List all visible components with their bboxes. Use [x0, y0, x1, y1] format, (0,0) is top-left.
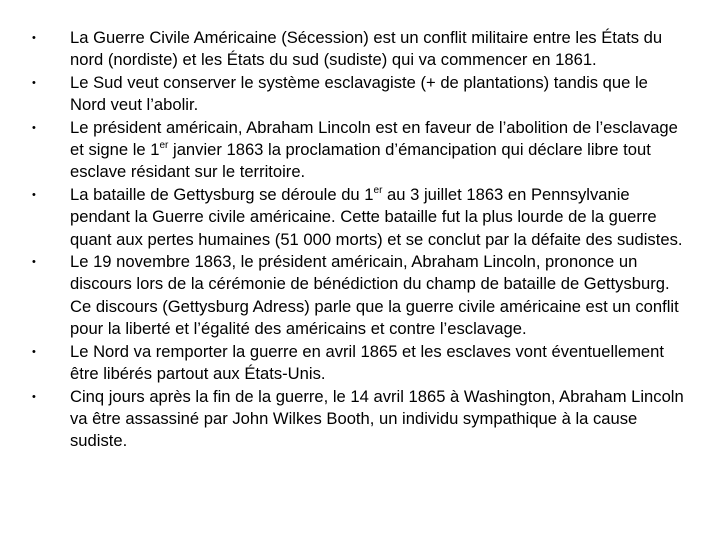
- item-text-part: janvier 1863 la proclamation d’émancipation qui déclare libre tout esclave résidant sur le territoire.: [70, 140, 651, 182]
- list-item: [26, 72, 686, 117]
- list-item: [26, 27, 686, 72]
- item-text: [70, 117, 684, 184]
- bullet-icon: •: [32, 188, 36, 201]
- item-text: [70, 27, 684, 72]
- bullet-list: [26, 27, 686, 453]
- item-text: [70, 251, 684, 341]
- item-text-part: au 3 juillet 1863 en Pennsylvanie pendant la Guerre civile américaine. Cette bataille fut la plus lourde de la guerre quant aux pertes humaines (51 000 morts) et se conclut par la défaite des sudistes.: [70, 184, 683, 249]
- bullet-icon: •: [32, 256, 36, 269]
- item-text-part: Le 19 novembre 1863, le président américain, Abraham Lincoln, prononce un discours lors de la cérémonie de bénédiction du champ de bataille de Gettysburg. Ce discours (Gettysburg Adress) parle que la guerre civile américaine est un conflit pour la liberté et l’égalité des américains et contre l’esclavage.: [70, 252, 679, 339]
- item-text-part: Le président américain, Abraham Lincoln est en faveur de l’abolition de l’esclavage et signe le 1: [70, 117, 678, 160]
- item-text-part: Le Nord va remporter la guerre en avril 1865 et les esclaves vont éventuellement être libérés partout aux États-Unis.: [70, 341, 665, 384]
- item-text: [70, 386, 684, 453]
- item-text: [70, 72, 684, 117]
- ordinal-superscript: er: [159, 140, 169, 152]
- list-item: [26, 341, 686, 386]
- list-item: [26, 184, 686, 251]
- list-item: [26, 386, 686, 453]
- ordinal-superscript: er: [373, 184, 383, 196]
- bullet-icon: •: [32, 121, 36, 134]
- bullet-icon: •: [32, 390, 36, 403]
- item-text-part: La bataille de Gettysburg se déroule du 1: [70, 184, 374, 204]
- list-item: [26, 251, 686, 341]
- item-text-part: Le Sud veut conserver le système esclavagiste (+ de plantations) tandis que le Nord veut l’abolir.: [70, 72, 648, 115]
- list-item: [26, 117, 686, 184]
- item-text-part: Cinq jours après la fin de la guerre, le 14 avril 1865 à Washington, Abraham Lincoln va être assassiné par John Wilkes Booth, un individu sympathique à la cause sudiste.: [70, 386, 684, 451]
- bullet-icon: •: [32, 76, 36, 89]
- item-text-part: La Guerre Civile Américaine (Sécession) est un conflit militaire entre les États du nord (nordiste) et les États du sud (sudiste) qui va commencer en 1861.: [70, 28, 663, 70]
- item-text: [70, 341, 684, 386]
- bullet-icon: •: [32, 32, 36, 44]
- item-text: [70, 184, 684, 251]
- bullet-icon: •: [32, 345, 36, 358]
